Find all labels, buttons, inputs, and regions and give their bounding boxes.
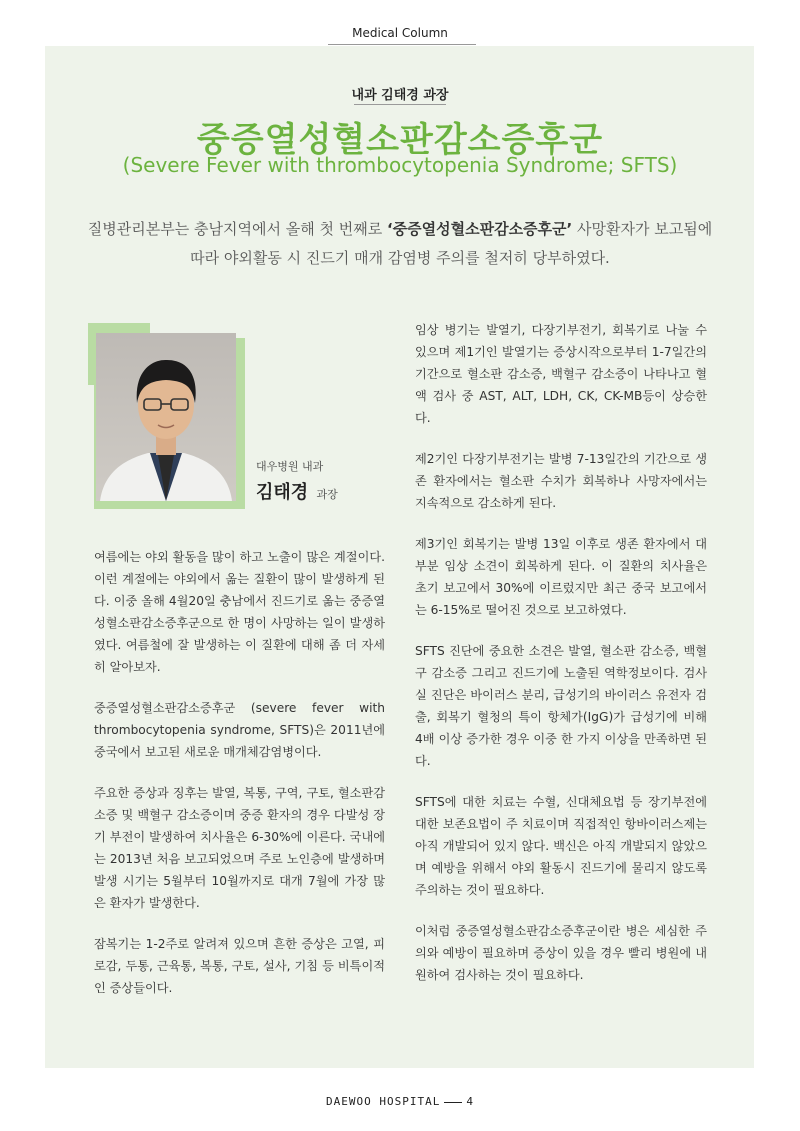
article-title: 중증열성혈소판감소증후군 [196, 120, 604, 160]
author-info [256, 458, 338, 504]
paragraph: SFTS 진단에 중요한 소견은 발열, 혈소판 감소증, 백혈구 감소증 그리고 진드기에 노출된 역학정보이다. 검사실 진단은 바이러스 분리, 급성기의 바이러스 유전자 검출, 회복기 혈청의 특이 항체가(IgG)가 급성기에 비해 4배 이상 증가한 경우 이중 한 가지 이상을 만족하면 된다. [415, 644, 707, 768]
left-column [94, 546, 385, 1018]
article-subtitle: (Severe Fever with thrombocytopenia Syndrome; SFTS) [122, 153, 678, 177]
doctor-portrait [96, 333, 236, 501]
article-lead [80, 215, 720, 273]
paragraph: 여름에는 야외 활동을 많이 하고 노출이 많은 계절이다. 이런 계절에는 야외에서 옮는 질환이 많이 발생하게 된다. 이중 올해 4월20일 충남에서 진드기로 옮는 중증열성혈소판감소증후군으로 한 명이 사망하는 일이 발생하였다. 여름철에 잘 발생하는 이 질환에 대해 좀 더 자세히 알아보자. [94, 550, 385, 674]
footer-rule [444, 1102, 462, 1103]
lead-text-1: 질병관리본부는 충남지역에서 올해 첫 번째로 [87, 220, 387, 238]
footer-hospital: DAEWOO HOSPITAL [326, 1095, 441, 1108]
section-label: Medical Column [352, 26, 448, 40]
paragraph: SFTS에 대한 치료는 수혈, 신대체요법 등 장기부전에 대한 보존요법이 주 치료이며 직접적인 항바이러스제는 아직 개발되어 있지 않다. 백신은 아직 개발되지 않았으며 예방을 위해서 야외 활동시 진드기에 물리지 않도록 주의하는 것이 필요하다. [415, 795, 707, 897]
header-divider [328, 44, 476, 45]
page-number: 4 [466, 1095, 474, 1108]
article-byline: 내과 김태경 과장 [351, 88, 449, 103]
paragraph: 주요한 증상과 징후는 발열, 복통, 구역, 구토, 혈소판감소증 및 백혈구 감소증이며 중증 환자의 경우 다발성 장기 부전이 발생하여 치사율은 6-30%에 이른다. 국내에는 2013년 처음 보고되었으며 주로 노인층에 발생하며 발생 시기는 5월부터 10월까지로 대개 7월에 가장 많은 환자가 발생한다. [94, 786, 385, 910]
right-column [415, 319, 707, 1005]
paragraph: 임상 병기는 발열기, 다장기부전기, 회복기로 나눌 수 있으며 제1기인 발열기는 증상시작으로부터 1-7일간의 기간으로 혈소판 감소증, 백혈구 감소증이 나타나고 혈액 검사 중 AST, ALT, LDH, CK, CK-MB등이 상승한다. [415, 323, 707, 425]
author-title: 과장 [316, 488, 338, 501]
lead-text-bold: ‘중증열성혈소판감소증후군’ [386, 220, 573, 238]
author-name-line [256, 478, 338, 504]
paragraph: 잠복기는 1-2주로 알려져 있으며 흔한 증상은 고열, 피로감, 두통, 근육통, 복통, 구토, 설사, 기침 등 비특이적인 증상들이다. [94, 937, 385, 995]
paragraph: 제2기인 다장기부전기는 발병 7-13일간의 기간으로 생존 환자에서는 혈소판 수치가 회복하나 사망자에서는 지속적으로 감소하게 된다. [415, 452, 707, 510]
author-photo [96, 333, 236, 501]
paragraph: 이처럼 중증열성혈소판감소증후군이란 병은 세심한 주의와 예방이 필요하며 증상이 있을 경우 빨리 병원에 내원하여 검사하는 것이 필요하다. [415, 924, 707, 982]
lead-text-2: 사망환자가 보고됨에 따라 야외활동 시 진드기 매개 감염병 주의를 철저히 당부하였다. [190, 220, 713, 267]
author-name: 김태경 [256, 482, 309, 503]
author-department: 대우병원 내과 [256, 460, 324, 473]
page-footer [0, 1095, 800, 1108]
byline-divider [354, 104, 446, 105]
paragraph: 제3기인 회복기는 발병 13일 이후로 생존 환자에서 대부분 임상 소견이 회복하게 된다. 이 질환의 치사율은 초기 보고에서 30%에 이르렀지만 최근 중국 보고에서는 6-15%로 떨어진 것으로 보고하였다. [415, 537, 707, 617]
paragraph: 중증열성혈소판감소증후군 (severe fever with thrombocytopenia syndrome, SFTS)은 2011년에 중국에서 보고된 새로운 매개체감염병이다. [94, 701, 385, 759]
